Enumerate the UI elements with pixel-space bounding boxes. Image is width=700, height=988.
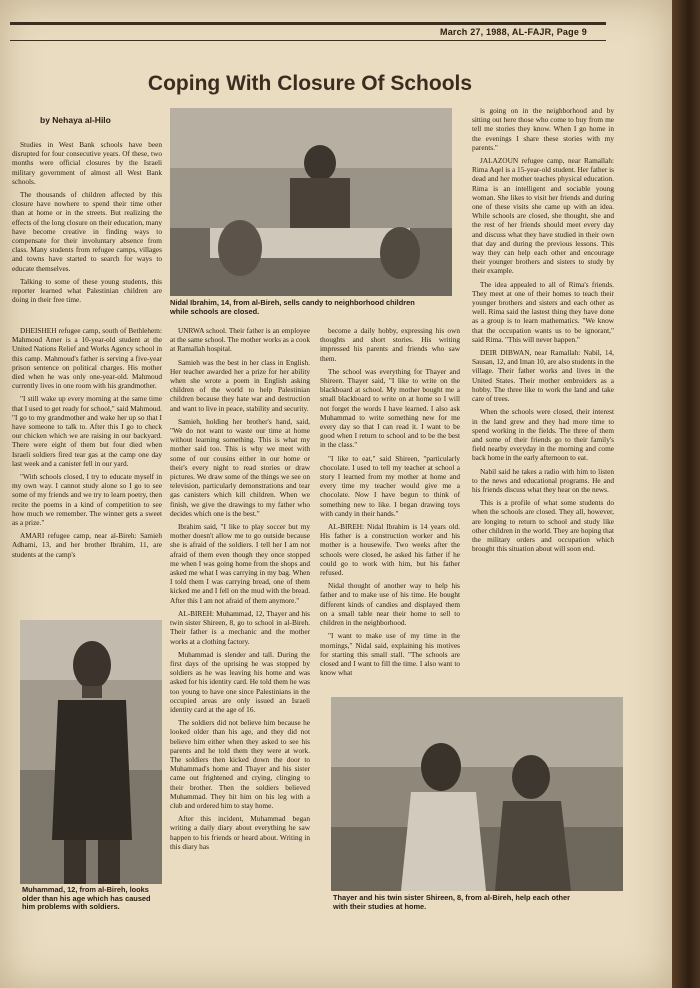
header-rule-thin (10, 40, 606, 41)
paragraph: Muhammad is slender and tall. During the first days of the uprising he was stopped by soldiers as he was leaving his home and was asked for his identity card. He told them he was too young to have one since Palestinians in the occupied areas are only issued an Israeli identity card at the age of 16. (170, 649, 310, 714)
paragraph: Studies in West Bank schools have been disrupted for four consecutive years. Of these, two months were official closures by the Israeli military government of almost all West Bank schools. (12, 140, 162, 186)
paragraph: Nabil said he takes a radio with him to listen to the news and educational programs. He and his friends discuss what they hear on the news. (472, 466, 614, 494)
photo-caption-top: Nidal Ibrahim, 14, from al-Bireh, sells candy to neighborhood children while schools are closed. (170, 298, 415, 316)
bound-volume-edge (672, 0, 700, 988)
paragraph: The school was everything for Thayer and Shireen. Thayer said, "I like to write on the blackboard at school. My mother bought me a small blackboard to write on at home so I will not forget the words I have learned. I also ask Muhammad to write something new for me every day so that I can read it. I want to be good when I return to school and to be the best in the class." (320, 366, 460, 450)
header-rule (10, 22, 606, 25)
paragraph: "I still wake up every morning at the same time that I used to get ready for school," said Mahmoud. "I go to my grandmother and wake her up so that I have someone to talk to. After this I go to check our chicken which we are raising in our backyard. There were eight of them but four died when Israeli soldiers fired tear gas at the camp one day last week and a canister fell in our yard. (12, 394, 162, 468)
paragraph: is going on in the neighborhood and by sitting out here those who come to buy from me tell me stories they know. When I go home in the evenings I share these stories with my parents." (472, 106, 614, 152)
paragraph: DHEISHEH refugee camp, south of Bethlehem: Mahmoud Amer is a 10-year-old student at the United Nations Relief and Works Agency school in this camp. Mahmoud's father is serving a five-year prison sentence on political charges. His mother died when he was only one-year-old. Mahmoud currently lives in one room with his grandmother. (12, 326, 162, 391)
paragraph: Ibrahim said, "I like to play soccer but my mother doesn't allow me to go outside because she is afraid of the soldiers. I tell her I am not afraid of them even though they once stopped me when I was going home from the shops and asked me what I was carrying in my bag. When I told them I was carrying bread, one of them kicked me and I fell on the mud with the bread. After this I am not afraid of them anymore." (170, 522, 310, 605)
paragraph: AL-BIREH: Muhammad, 12, Thayer and his twin sister Shireen, 8, go to school in al-Bireh. Their father is a mechanic and the mother works at a clothing factory. (170, 608, 310, 646)
paragraph: become a daily hobby, expressing his own thoughts and short stories. His writing impressed his parents and friends who saw them. (320, 326, 460, 363)
paragraph: UNRWA school. Their father is an employee at the same school. The mother works as a cook at Ramallah hospital. (170, 326, 310, 354)
photo-twins (331, 697, 623, 891)
paragraph: Samieh, holding her brother's hand, said, "We do not want to waste our time at home without learning something. This is what my mother said too. This is why we meet with some of our cousins either in our home or their's every night to read stories or draw pictures. We draw some of the things we see on television, particularly demonstrations and tear gas canisters which kill children. When we finish, we give the drawings to my father who decides which one is the best." (170, 416, 310, 518)
paragraph: Nidal thought of another way to help his father and to make use of his time. He bought different kinds of candies and displayed them on a small table near their home to sell to children in the neighborhood. (320, 581, 460, 628)
paragraph: "With schools closed, I try to educate myself in my own way. I cannot study alone so I go to see some of my friends and we try to learn poetry, then recite the poems in a kind of competition to see how much we remember. The winner gets a sweet as a prize." (12, 472, 162, 528)
column-3 (320, 326, 460, 681)
paragraph: The idea appealed to all of Rima's friends. They meet at one of their homes to teach their younger brothers and sisters and each other as well. Rima said the lastest thing they have done as a group is to learn mathematics. "We know that the occupation wants us to be ignorant," said Rima. "This will never happen." (472, 279, 614, 344)
photo-muhammad (20, 620, 162, 884)
paragraph: The soldiers did not believe him because he looked older than his age, and they did not believe him either when they asked to see his parents and he told them they were at work. The soldiers then kicked down the door to Muhammad's home and Thayer and his sister came out frightened and crying, clinging to their brother. Then the soldiers believed Muhammad. They hit him on his leg with a club and ordered him to stay home. (170, 718, 310, 810)
paragraph: This is a profile of what some students do when the schools are closed. They all, however, are longing to return to school and study like other children in the world. They are hoping that the military orders and occupation which brought this situation about will soon end. (472, 498, 614, 554)
paragraph: AMARI refugee camp, near al-Bireh: Samieh Adhami, 13, and her brother Ibrahim, 11, are students at the camp's (12, 531, 162, 559)
paragraph: AL-BIREH: Nidal Ibrahim is 14 years old. His father is a construction worker and his mother is a housewife. Two weeks after the schools were closed, he asked his father if he could go to work with him, but his father refused. (320, 522, 460, 578)
running-head: March 27, 1988, AL-FAJR, Page 9 (440, 27, 587, 37)
article-title: Coping With Closure Of Schools (147, 72, 473, 95)
paragraph: When the schools were closed, their interest in the land grew and they had more time to spend working in the fields. The three of them and some of their friends go to their family's field nearby everyday in the morning and come back home in the early afternoon to eat. (472, 407, 614, 463)
paragraph: After this incident, Muhammad began writing a daily diary about everything he saw happen to his friends or heard about. Writing in this diary has (170, 814, 310, 851)
photo-caption-left: Muhammad, 12, from al-Bireh, looks older than his age which has caused him problems with soldiers. (22, 885, 151, 912)
photo-caption-bottom: Thayer and his twin sister Shireen, 8, from al-Bireh, help each other with their studies at home. (333, 893, 570, 911)
paragraph: Talking to some of these young students, this reporter learned what Palestinian children are doing in their free time. (12, 276, 162, 305)
column-1-intro (12, 140, 162, 308)
article-byline: by Nehaya al-Hilo (40, 115, 111, 125)
paragraph: "I like to eat," said Shireen, "particularly chocolate. I used to tell my teacher at school a story I learned from my mother at home and every time my teacher would give me a chocolate. Now I have begun to think of something new to like. I began drawing toys with candy in their hands." (320, 453, 460, 518)
paragraph: The thousands of children affected by this closure have nowhere to spend their time other than at home or in the streets. But realizing the effects of the long closure on their education, many have become creative in finding ways to compensate for their involuntary absence from class. Many students from refugee camps, villages and towns have started to search for ways to educate themselves. (12, 190, 163, 273)
column-4 (472, 106, 614, 557)
paragraph: Samieh was the best in her class in English. Her teacher awarded her a prize for her ability when she wrote a poem in English asking children of the world to help Palestinian children because they hate war and destruction and want to live in peace, stability and security. (170, 357, 310, 413)
paragraph: DEIR DIBWAN, near Ramallah: Nabil, 14, Sausan, 12, and Iman 10, are also students in the village. Their father works and lives in the United States. Their mother embroiders as a hobby. The three like to work the land and take care of trees. (472, 348, 614, 404)
paragraph: JALAZOUN refugee camp, near Ramallah: Rima Aqel is a 15-year-old student. Her father is dead and her mother teaches physical education. Rima is an intelligent and sociable young woman. She likes to visit her friends and during one of these visits she came up with an idea. While schools are closed, she thought, she and the rest of her friends should meet every day and discuss what they have studied in their own that day and during the previous lessons. This way they can help each other and encourage their younger brothers and sisters to study by their example. (472, 156, 614, 276)
photo-candy-seller (170, 108, 452, 296)
column-2 (170, 326, 310, 855)
column-1-body (12, 326, 162, 563)
paragraph: "I want to make use of my time in the mornings," Nidal said, explaining his motives for starting this small stall. "The schools are closed and I want to fill the time. I also want to know what (320, 631, 460, 678)
